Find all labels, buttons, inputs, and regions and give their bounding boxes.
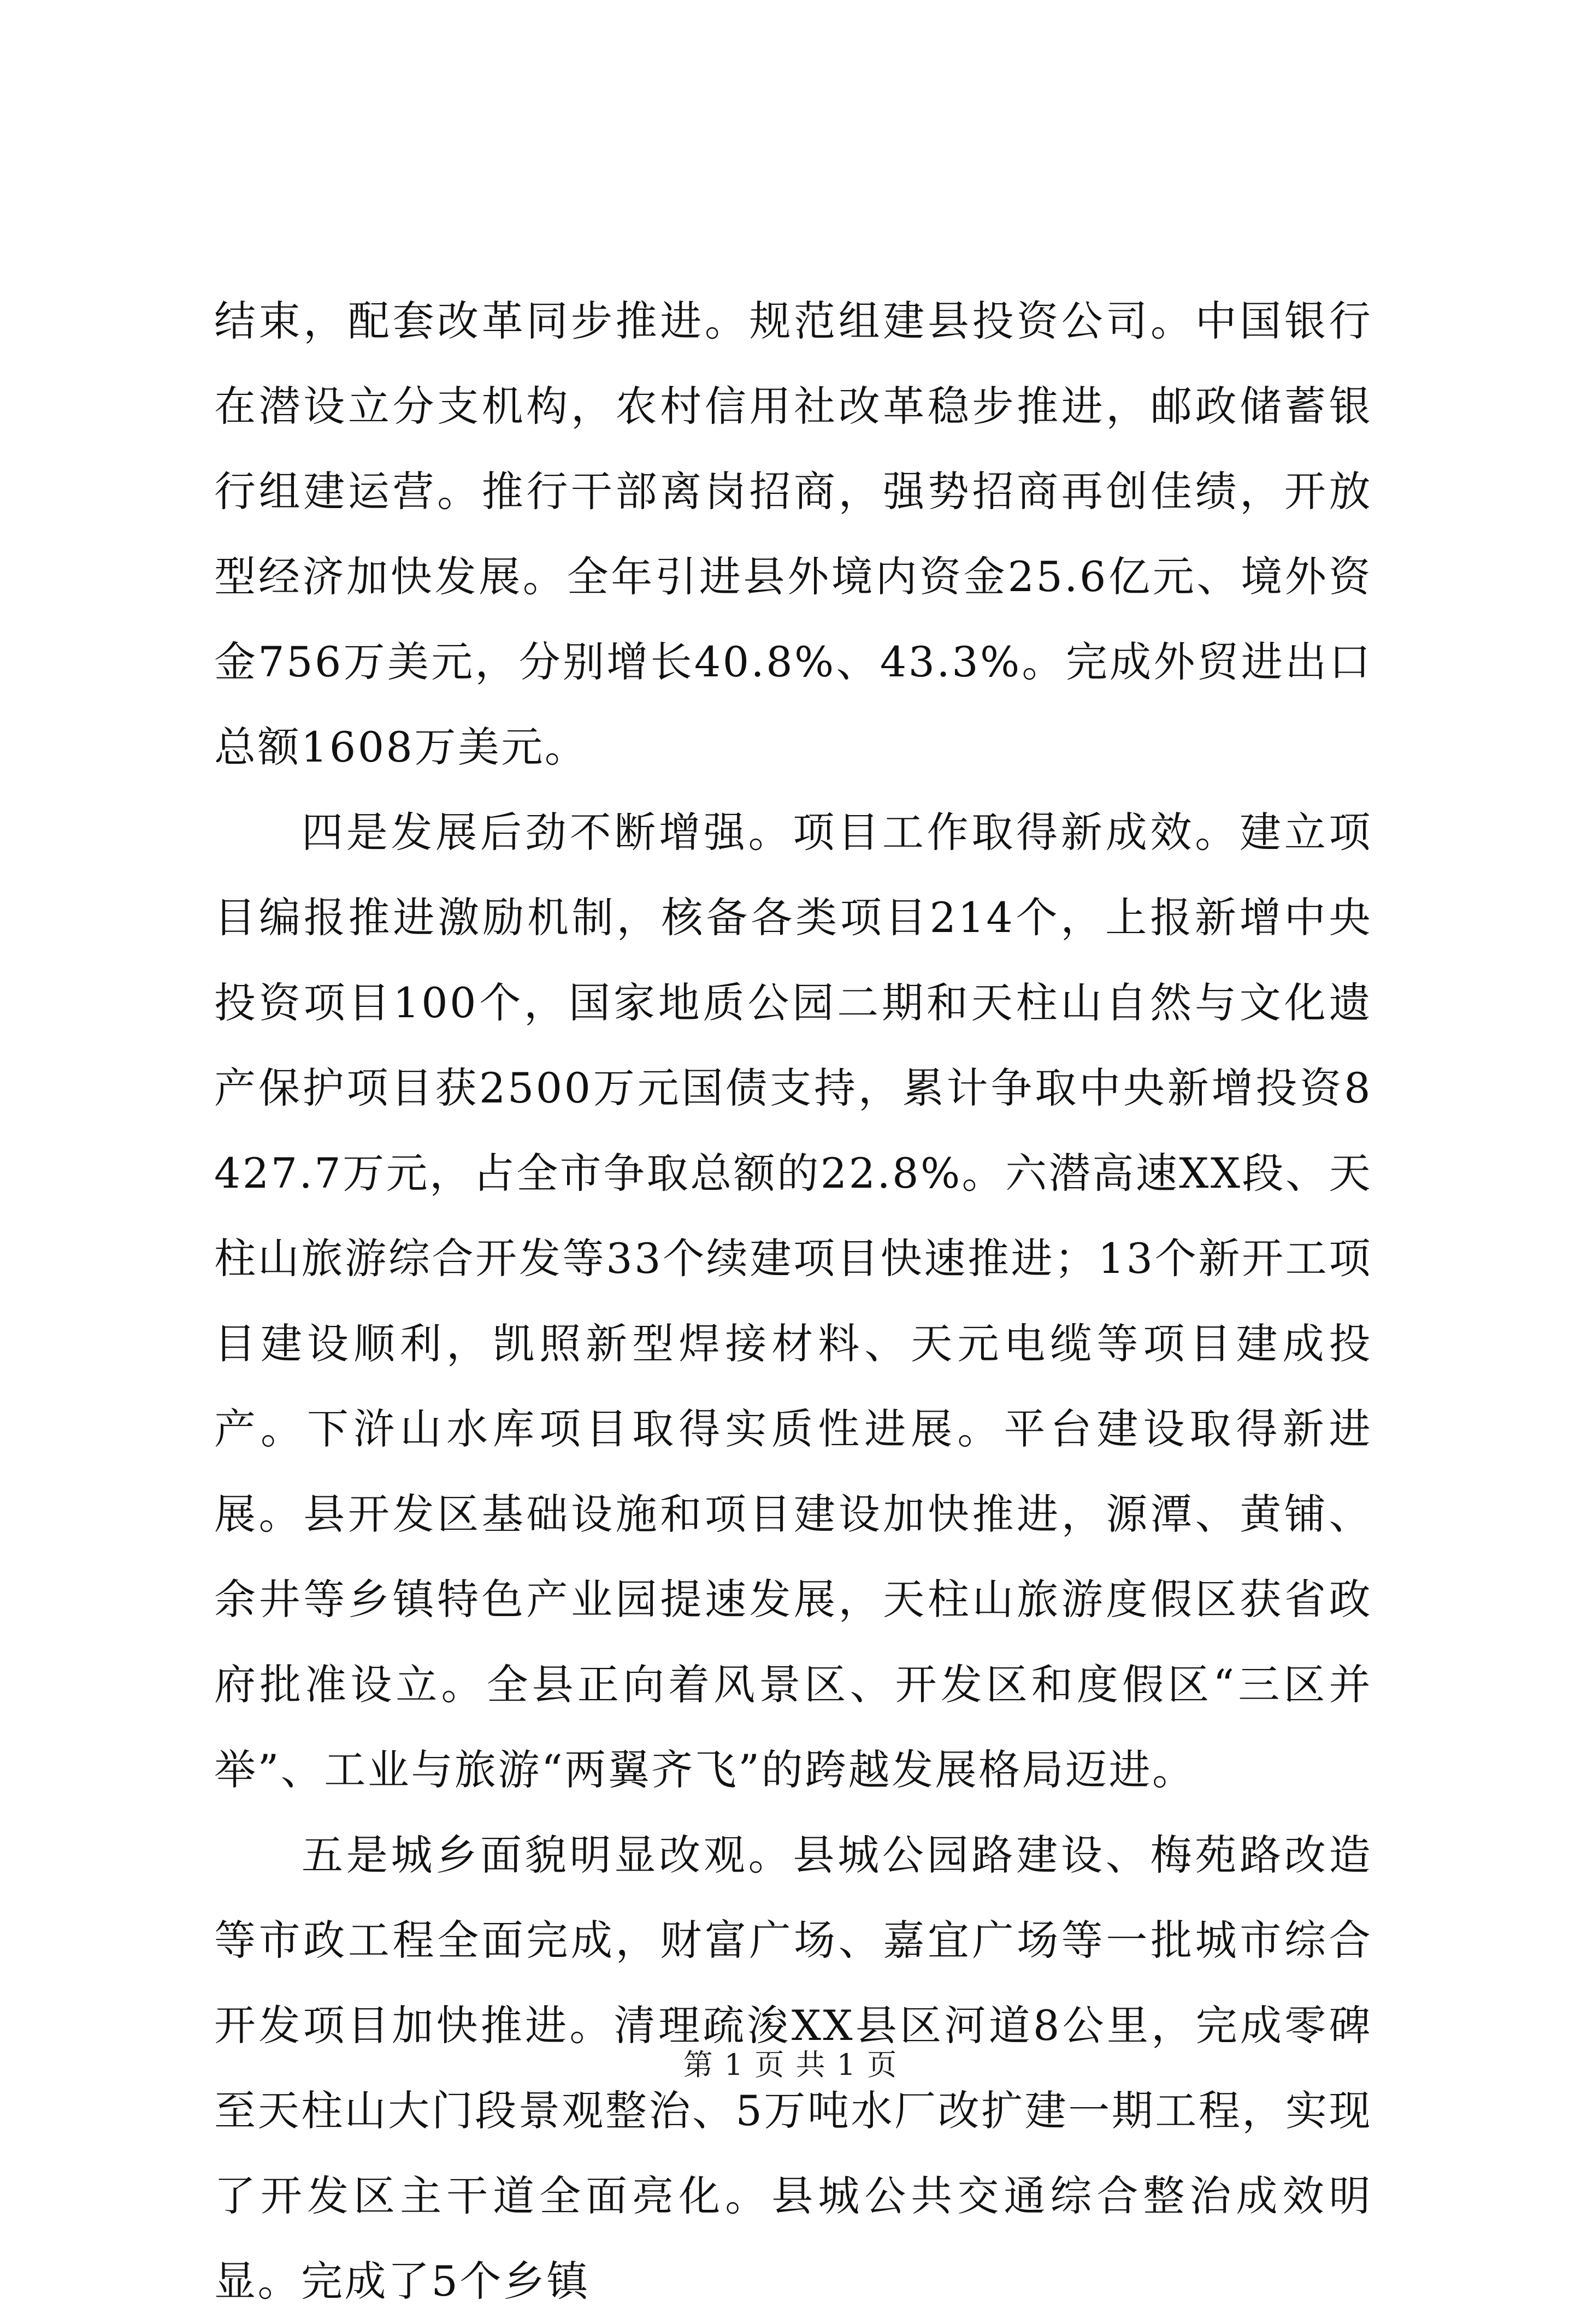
paragraph-2: 四是发展后劲不断增强。项目工作取得新成效。建立项目编报推进激励机制，核备各类项目214个，上报新增中央投资项目100个，国家地质公园二期和天柱山自然与文化遗产保护项目获2500万元国债支持，累计争取中央新增投资8427.7万元，占全市争取总额的22.8%。六潜高速XX段、天柱山旅游综合开发等33个续建项目快速推进；13个新开工项目建设顺利，凯照新型焊接材料、天元电缆等项目建成投产。下浒山水库项目取得实质性进展。平台建设取得新进展。县开发区基础设施和项目建设加快推进，源潭、黄铺、余井等乡镇特色产业园提速发展，天柱山旅游度假区获省政府批准设立。全县正向着风景区、开发区和度假区“三区并举”、工业与旅游“两翼齐飞”的跨越发展格局迈进。 — [214, 808, 1372, 1794]
page-footer: 第 1 页 共 1 页 — [683, 2048, 898, 2082]
document-body — [214, 279, 1372, 2324]
paragraph-1: 结束，配套改革同步推进。规范组建县投资公司。中国银行在潜设立分支机构，农村信用社改革稳步推进，邮政储蓄银行组建运营。推行干部离岗招商，强势招商再创佳绩，开放型经济加快发展。全年引进县外境内资金25.6亿元、境外资金756万美元，分别增长40.8%、43.3%。完成外贸进出口总额1608万美元。 — [214, 297, 1372, 771]
paragraph-3: 五是城乡面貌明显改观。县城公园路建设、梅苑路改造等市政工程全面完成，财富广场、嘉宜广场等一批城市综合开发项目加快推进。清理疏浚XX县区河道8公里，完成零碑至天柱山大门段景观整治、5万吨水厂改扩建一期工程，实现了开发区主干道全面亮化。县城公共交通综合整治成效明显。完成了5个乡镇 — [214, 1831, 1372, 2305]
